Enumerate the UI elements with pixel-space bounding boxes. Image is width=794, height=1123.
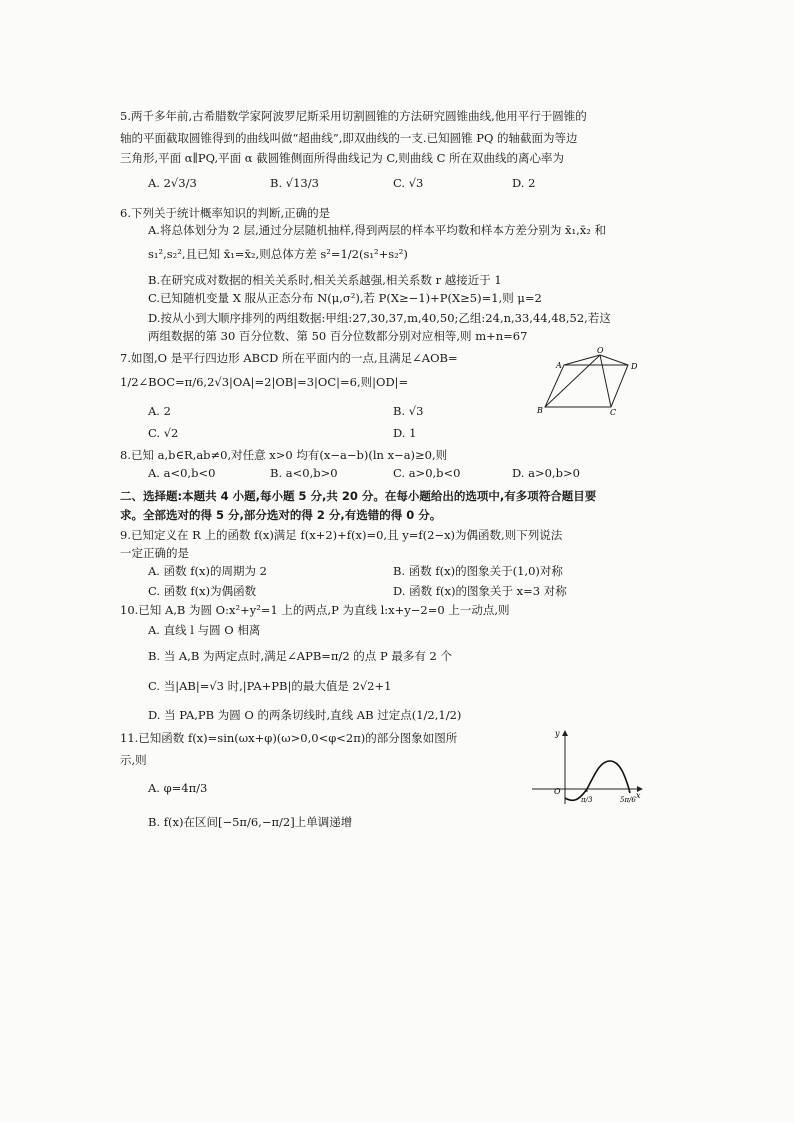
q9-option-b: B. 函数 f(x)的图象关于(1,0)对称	[393, 564, 563, 578]
y-axis-label: y	[555, 729, 560, 738]
tick-label-5pi-over-6: 5π/6	[620, 796, 636, 804]
q5-stem-line3: 三角形,平面 α∥PQ,平面 α 截圆锥侧面所得曲线记为 C,则曲线 C 所在双曲线的离心率为	[120, 151, 565, 165]
q7-option-b: B. √3	[393, 404, 424, 418]
q5-option-d: D. 2	[512, 176, 536, 190]
segment-oc	[600, 355, 611, 407]
label-d: D	[631, 362, 638, 371]
q6-option-a-line2: s₁²,s₂²,且已知 x̄₁=x̄₂,则总体方差 s²=1/2(s₁²+s₂²)	[148, 247, 408, 261]
segment-od	[600, 355, 628, 365]
section2-heading-line2: 求。全部选对的得 5 分,部分选对的得 2 分,有选错的得 0 分。	[120, 508, 442, 522]
label-a: A	[556, 361, 562, 370]
parallelogram-abcd	[545, 365, 628, 407]
q5-option-a: A. 2√3/3	[148, 176, 197, 190]
q9-option-c: C. 函数 f(x)为偶函数	[148, 584, 257, 598]
q5-option-b: B. √13/3	[270, 176, 319, 190]
q7-parallelogram-figure	[530, 345, 650, 420]
q5-stem-line2: 轴的平面截取圆锥得到的曲线叫做“超曲线”,即双曲线的一支.已知圆锥 PQ 的轴截面为等边	[120, 131, 578, 145]
q8-option-b: B. a<0,b>0	[270, 466, 338, 480]
q5-option-c: C. √3	[393, 176, 424, 190]
q7-stem-line2: 1/2∠BOC=π/6,2√3|OA|=2|OB|=3|OC|=6,则|OD|=	[120, 375, 409, 389]
q8-option-c: C. a>0,b<0	[393, 466, 461, 480]
q11-option-b: B. f(x)在区间[−5π/6,−π/2]上单调递增	[148, 815, 353, 829]
q11-sine-graph	[530, 726, 650, 806]
q8-option-a: A. a<0,b<0	[148, 466, 216, 480]
q8-stem: 8.已知 a,b∈R,ab≠0,对任意 x>0 均有(x−a−b)(ln x−a)≥0,则	[120, 448, 448, 462]
q11-option-a: A. φ=4π/3	[148, 781, 208, 795]
q6-option-b: B.在研究成对数据的相关关系时,相关关系越强,相关系数 r 越接近于 1	[148, 273, 502, 287]
q7-option-a: A. 2	[148, 404, 171, 418]
q10-option-d: D. 当 PA,PB 为圆 O 的两条切线时,直线 AB 过定点(1/2,1/2)	[148, 708, 462, 722]
q6-option-d-line2: 两组数据的第 30 百分位数、第 50 百分位数都分别对应相等,则 m+n=67	[148, 329, 528, 343]
q9-option-a: A. 函数 f(x)的周期为 2	[148, 564, 267, 578]
q9-stem-line2: 一定正确的是	[120, 546, 189, 560]
q5-stem-line1: 5.两千多年前,古希腊数学家阿波罗尼斯采用切割圆锥的方法研究圆锥曲线,他用平行于圆锥的	[120, 109, 587, 123]
tick-label-pi-over-3: π/3	[581, 796, 593, 804]
q6-option-d-line1: D.按从小到大顺序排列的两组数据:甲组:27,30,37,m,40,50;乙组:24,n,33,44,48,52,若这	[148, 311, 611, 325]
x-axis-label: x	[636, 791, 641, 800]
q8-option-d: D. a>0,b>0	[512, 466, 580, 480]
sine-curve	[565, 761, 630, 800]
label-o: O	[597, 346, 604, 355]
origin-label: O	[554, 787, 561, 796]
q9-option-d: D. 函数 f(x)的图象关于 x=3 对称	[393, 584, 567, 598]
q9-stem-line1: 9.已知定义在 R 上的函数 f(x)满足 f(x+2)+f(x)=0,且 y=f(2−x)为偶函数,则下列说法	[120, 528, 563, 542]
q7-option-d: D. 1	[393, 426, 417, 440]
q11-stem-line2: 示,则	[120, 753, 147, 767]
q7-option-c: C. √2	[148, 426, 179, 440]
q7-stem-line1: 7.如图,O 是平行四边形 ABCD 所在平面内的一点,且满足∠AOB=	[120, 351, 458, 365]
label-b: B	[537, 406, 543, 415]
q10-stem: 10.已知 A,B 为圆 O:x²+y²=1 上的两点,P 为直线 l:x+y−2=0 上一动点,则	[120, 603, 510, 617]
q6-option-a-line1: A.将总体划分为 2 层,通过分层随机抽样,得到两层的样本平均数和样本方差分别为 x̄₁,x̄₂ 和	[148, 223, 607, 237]
section2-heading-line1: 二、选择题:本题共 4 小题,每小题 5 分,共 20 分。在每小题给出的选项中,有多项符合题目要	[120, 489, 597, 503]
q10-option-a: A. 直线 l 与圆 O 相离	[148, 623, 261, 637]
q11-stem-line1: 11.已知函数 f(x)=sin(ωx+φ)(ω>0,0<φ<2π)的部分图象如图所	[120, 731, 458, 745]
q10-option-c: C. 当|AB|=√3 时,|PA+PB|的最大值是 2√2+1	[148, 679, 392, 693]
q6-option-c: C.已知随机变量 X 服从正态分布 N(μ,σ²),若 P(X≥−1)+P(X≥5)=1,则 μ=2	[148, 291, 542, 305]
q10-option-b: B. 当 A,B 为两定点时,满足∠APB=π/2 的点 P 最多有 2 个	[148, 649, 452, 663]
q6-stem: 6.下列关于统计概率知识的判断,正确的是	[120, 206, 331, 220]
label-c: C	[610, 408, 617, 417]
